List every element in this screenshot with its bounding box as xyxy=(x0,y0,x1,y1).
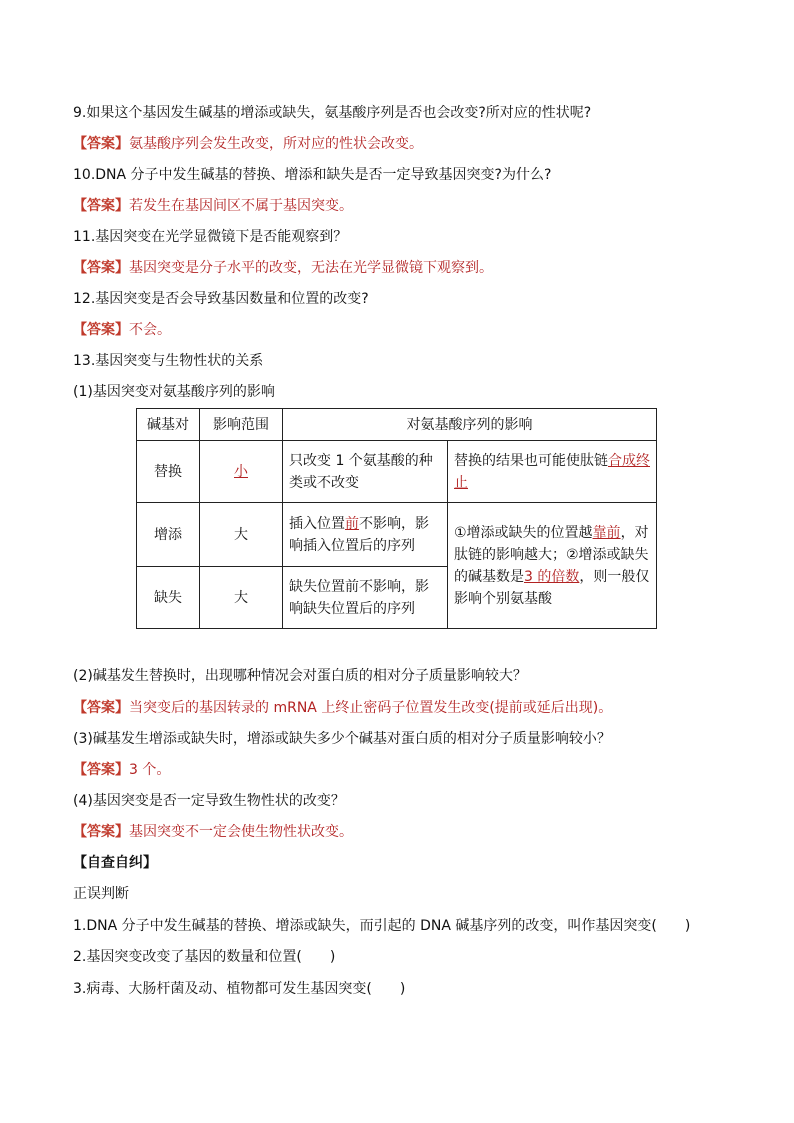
table-cell-effect xyxy=(283,503,448,567)
note-highlight: 3 的倍数 xyxy=(524,568,580,585)
answer-10 xyxy=(73,196,353,216)
answer-12 xyxy=(73,320,171,340)
table-header-cell: 对氨基酸序列的影响 xyxy=(283,409,657,441)
note-text: ，则一般仅影响个别氨基酸 xyxy=(454,568,650,607)
judgement-item: 2.基因突变改变了基因的数量和位置( ) xyxy=(73,949,336,965)
table-cell-merged-note xyxy=(448,503,657,629)
question-11: 11.基因突变在光学显微镜下是否能观察到？ xyxy=(73,229,348,245)
table-header-cell: 碱基对 xyxy=(137,409,200,441)
answer-text: 若发生在基因间区不属于基因突变。 xyxy=(129,198,353,214)
sub-question-3: (3)碱基发生增添或缺失时，增添或缺失多少个碱基对蛋白质的相对分子质量影响较小？ xyxy=(73,731,611,747)
answer-9 xyxy=(73,134,423,154)
section-13-sub1: (1)基因突变对氨基酸序列的影响 xyxy=(73,384,275,400)
answer-text: 当突变后的基因转录的 mRNA 上终止密码子位置发生改变(提前或延后出现)。 xyxy=(129,700,613,716)
answer-tag: 【答案】 xyxy=(73,136,129,152)
table-cell-type: 增添 xyxy=(137,503,200,567)
question-12: 12.基因突变是否会导致基因数量和位置的改变? xyxy=(73,291,369,307)
table-row xyxy=(137,503,657,567)
table-cell-range: 大 xyxy=(200,503,283,567)
note-text: ①增添或缺失的位置越 xyxy=(454,524,593,541)
self-check-subtitle: 正误判断 xyxy=(73,886,129,902)
table-cell-type: 缺失 xyxy=(137,567,200,629)
answer-tag: 【答案】 xyxy=(73,198,129,214)
table-cell-effect: 缺失位置前不影响，影响缺失位置后的序列 xyxy=(283,567,448,629)
answer-tag: 【答案】 xyxy=(73,322,129,338)
effect-highlight: 前 xyxy=(345,515,359,532)
question-10: 10.DNA 分子中发生碱基的替换、增添和缺失是否一定导致基因突变?为什么? xyxy=(73,167,552,183)
effect-highlight: 合成终止 xyxy=(454,452,650,491)
table-row xyxy=(137,441,657,503)
range-value: 小 xyxy=(234,463,248,480)
table-cell-range: 大 xyxy=(200,567,283,629)
answer-text: 3 个。 xyxy=(129,762,171,778)
judgement-item: 1.DNA 分子中发生碱基的替换、增添或缺失，而引起的 DNA 碱基序列的改变，叫作基因突变( ) xyxy=(73,918,691,934)
table-cell-effect xyxy=(448,441,657,503)
note-text: ，对肽链的影响越大；②增添或缺失的碱基数是 xyxy=(454,524,649,585)
effect-text: 替换的结果也可能使肽链 xyxy=(454,452,608,469)
answer-text: 不会。 xyxy=(129,322,171,338)
sub-answer-4 xyxy=(73,822,353,842)
table-cell-type: 替换 xyxy=(137,441,200,503)
answer-tag: 【答案】 xyxy=(73,260,129,276)
answer-tag: 【答案】 xyxy=(73,824,129,840)
effect-text: 不影响，影响插入位置后的序列 xyxy=(289,515,429,554)
answer-tag: 【答案】 xyxy=(73,700,129,716)
effect-text: 插入位置 xyxy=(289,515,345,532)
note-highlight: 靠前 xyxy=(592,524,621,541)
answer-tag: 【答案】 xyxy=(73,762,129,778)
table-cell-effect: 只改变 1 个氨基酸的种类或不改变 xyxy=(283,441,448,503)
judgement-item: 3.病毒、大肠杆菌及动、植物都可发生基因突变( ) xyxy=(73,981,406,997)
sub-answer-2 xyxy=(73,698,612,718)
self-check-title: 【自查自纠】 xyxy=(73,855,157,871)
question-9: 9.如果这个基因发生碱基的增添或缺失，氨基酸序列是否也会改变?所对应的性状呢? xyxy=(73,105,592,121)
table-header-row xyxy=(137,409,657,441)
answer-text: 氨基酸序列会发生改变，所对应的性状会改变。 xyxy=(129,136,423,152)
sub-question-2: (2)碱基发生替换时，出现哪种情况会对蛋白质的相对分子质量影响较大？ xyxy=(73,668,527,684)
table-cell-range xyxy=(200,441,283,503)
sub-answer-3 xyxy=(73,760,170,780)
answer-text: 基因突变是分子水平的改变，无法在光学显微镜下观察到。 xyxy=(129,260,493,276)
sub-question-4: (4)基因突变是否一定导致生物性状的改变？ xyxy=(73,793,345,809)
answer-text: 基因突变不一定会使生物性状改变。 xyxy=(129,824,353,840)
answer-11 xyxy=(73,258,493,278)
mutation-effects-table xyxy=(136,408,657,629)
section-13-title: 13.基因突变与生物性状的关系 xyxy=(73,353,264,369)
table-header-cell: 影响范围 xyxy=(200,409,283,441)
